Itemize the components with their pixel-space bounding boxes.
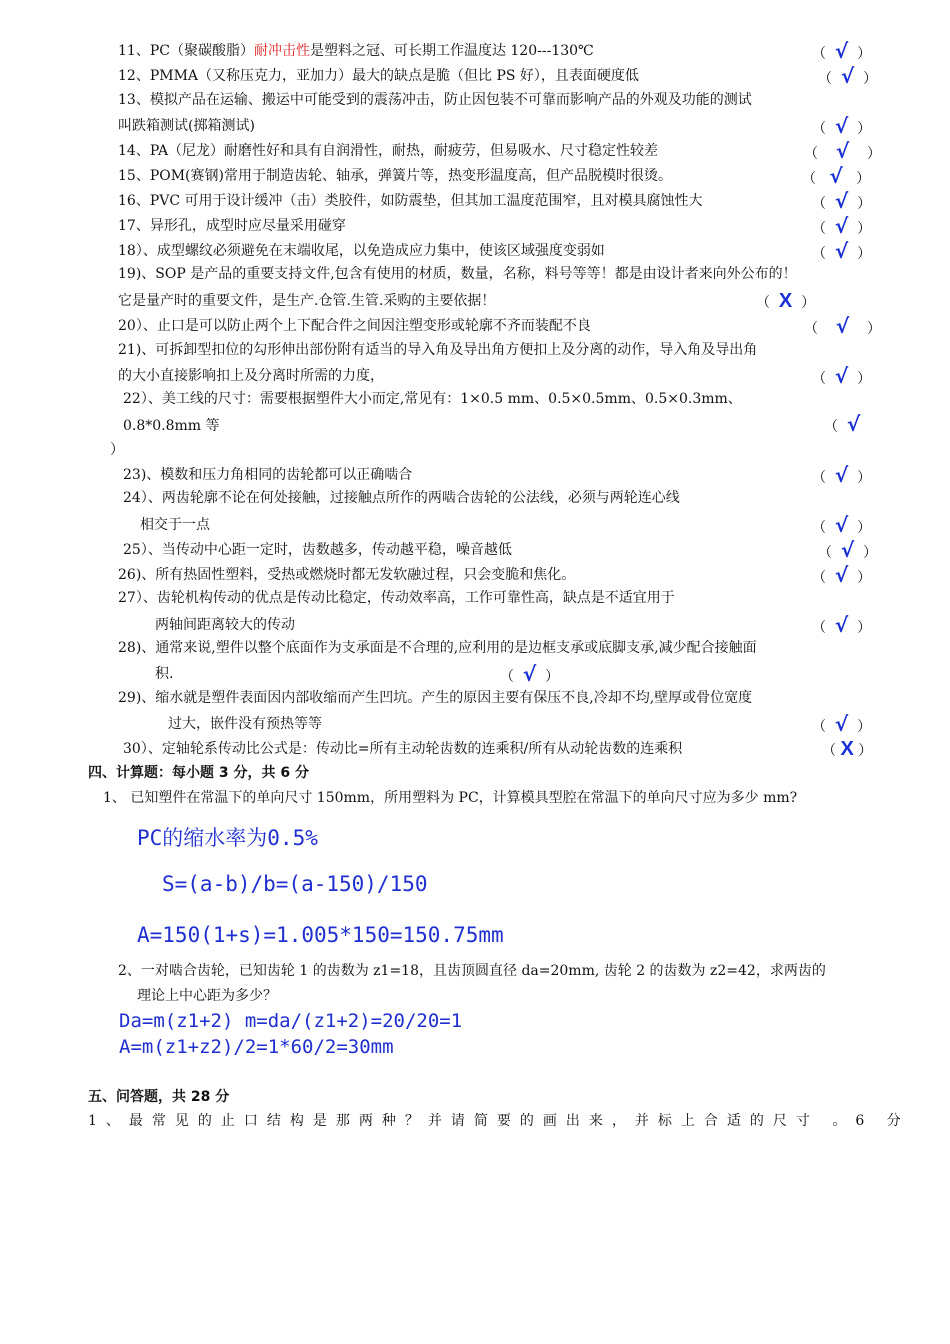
judgement-line-q28a: [118, 639, 757, 657]
bracket-gap: [848, 196, 857, 212]
section-five-heading: 五、问答题，共 28 分: [88, 1089, 230, 1105]
bracket-close: ）: [857, 196, 872, 212]
bracket-close: ）: [866, 146, 881, 162]
bracket-gap: [848, 570, 857, 586]
answer-mark: [812, 463, 872, 487]
judgement-line-q11: [118, 42, 594, 60]
answer-mark: [812, 613, 872, 637]
judgement-line-q27a: [118, 589, 675, 607]
answer-mark: [812, 364, 872, 388]
judgement-line-q12: [118, 67, 639, 85]
judgement-line-q22a: [123, 390, 742, 408]
bracket-open: （: [804, 321, 818, 337]
answer-mark: [822, 740, 872, 760]
answer-mark: [804, 139, 881, 163]
judgement-text: 它是量产时的重要文件，是生产.仓管.生管.采购的主要依据！: [118, 293, 496, 309]
judgement-line-q19b: [118, 292, 495, 310]
bracket-close: ）: [857, 520, 872, 536]
judgement-text: 相交于一点: [140, 517, 210, 533]
bracket-gap: [536, 669, 545, 685]
judgement-text: 28)、通常来说,塑件以整个底面作为支承面是不合理的,应利用的是边框支承或底脚支承,减少配合接触面: [118, 640, 757, 656]
bracket-open: （: [812, 371, 826, 387]
bracket-gap: [826, 620, 835, 636]
judgement-line-q13a: [118, 91, 752, 109]
checkmark-icon: √: [834, 114, 849, 138]
judgement-line-q16: [118, 192, 703, 210]
judgement-line-q14: [118, 142, 658, 160]
bracket-gap: [514, 669, 523, 685]
judgement-text: 13、模拟产品在运输、搬运中可能受到的震荡冲击，防止因包装不可靠而影响产品的外观及功能的测试: [118, 92, 752, 108]
bracket-close: ）: [863, 71, 878, 87]
bracket-gap: [792, 295, 801, 311]
bracket-gap: [848, 520, 857, 536]
judgement-line-q25: [123, 541, 512, 559]
bracket-open: （: [812, 46, 826, 62]
bracket-gap: [849, 146, 867, 162]
judgement-text: 0.8*0.8mm 等: [123, 418, 220, 434]
bracket-gap: [826, 246, 835, 262]
bracket-open: （: [804, 146, 818, 162]
bracket-open: （: [812, 470, 826, 486]
bracket-gap: [848, 46, 857, 62]
judgement-text: 19)、SOP 是产品的重要支持文件,包含有使用的材质，数量，名称，料号等等！都是由设计者来向外公布的！: [118, 266, 797, 282]
calc-question-1: 1、 已知塑件在常温下的单向尺寸 150mm，所用塑料为 PC，计算模具型腔在常温下的单向尺寸应为多少 mm?: [103, 790, 798, 806]
checkmark-icon: √: [840, 64, 855, 88]
bracket-close: ）: [858, 743, 873, 759]
bracket-close: ）: [801, 295, 816, 311]
bracket-gap: [826, 196, 835, 212]
judgement-text-tail: 是塑料之冠、可长期工作温度达 120---130℃: [309, 43, 594, 59]
bracket-close: ）: [866, 321, 881, 337]
bracket-open: （: [812, 196, 826, 212]
bracket-close: ）: [857, 570, 872, 586]
answer-mark: [756, 292, 815, 312]
section-four-heading: 四、计算题：每小题 3 分，共 6 分: [88, 765, 309, 781]
judgement-text: ）: [110, 442, 124, 458]
judgement-line-q26: [118, 566, 575, 584]
judgement-line-q21a: [118, 341, 757, 359]
judgement-text: 27）、齿轮机构传动的优点是传动比稳定，传动效率高，工作可靠性高，缺点是不适宜用于: [118, 590, 675, 606]
bracket-gap: [816, 171, 829, 187]
judgement-line-q27b: [155, 616, 295, 634]
answer-mark: [818, 538, 878, 562]
bracket-close: ）: [857, 121, 872, 137]
judgement-text: 12、PMMA（又称压克力，亚加力）最大的缺点是脆（但比 PS 好），且表面硬度低: [118, 68, 639, 84]
judgement-line-q13b: [118, 117, 255, 135]
answer-mark: [812, 513, 872, 537]
bracket-open: （: [812, 719, 826, 735]
answer-mark: [804, 314, 881, 338]
bracket-gap: [848, 719, 857, 735]
bracket-open: （: [812, 620, 826, 636]
bracket-gap: [848, 246, 857, 262]
bracket-gap: [826, 121, 835, 137]
judgement-line-q21b: [118, 367, 384, 385]
answer-mark: [818, 64, 878, 88]
judgement-text: 30）、定轴轮系传动比公式是：传动比=所有主动轮齿数的连乘积/所有从动轮齿数的连乘积: [123, 741, 683, 757]
judgement-line-q22b: [123, 417, 220, 435]
calc-answer-1-line-3: A=150(1+s)=1.005*150=150.75mm: [137, 923, 504, 947]
judgement-line-q20: [118, 317, 591, 335]
bracket-gap: [848, 121, 857, 137]
bracket-gap: [826, 719, 835, 735]
bracket-close: ）: [863, 545, 878, 561]
checkmark-icon: √: [846, 412, 861, 436]
judgement-line-q15: [118, 167, 672, 185]
answer-mark: [812, 189, 872, 213]
checkmark-icon: √: [834, 463, 849, 487]
judgement-line-q28b: [155, 665, 173, 683]
bracket-close: ）: [857, 470, 872, 486]
judgement-text: 18）、成型螺纹必须避免在末端收尾，以免造成应力集中，使该区域强度变弱如: [118, 243, 605, 259]
bracket-gap: [849, 321, 867, 337]
bracket-open: （: [822, 743, 836, 759]
bracket-gap: [854, 545, 863, 561]
checkmark-icon: √: [834, 563, 849, 587]
judgement-text: 16、PVC 可用于设计缓冲（击）类胶件，如防震垫，但其加工温度范围窄，且对模具腐蚀性大: [118, 193, 703, 209]
checkmark-icon: √: [834, 513, 849, 537]
judgement-text: 过大，嵌件没有预热等等: [168, 716, 322, 732]
bracket-open: （: [812, 246, 826, 262]
qa-question-1: 1、最常见的止口结构是那两种？并请简要的画出来，并标上合适的尺寸 。6 分: [88, 1113, 910, 1129]
bracket-close: ）: [857, 719, 872, 735]
bracket-gap: [826, 46, 835, 62]
bracket-gap: [848, 371, 857, 387]
checkmark-icon: √: [835, 139, 850, 163]
judgement-line-q30: [123, 740, 682, 758]
cross-icon: X: [778, 290, 793, 312]
bracket-close: ）: [857, 620, 872, 636]
checkmark-icon: √: [834, 214, 849, 238]
bracket-open: （: [500, 669, 514, 685]
judgement-text: 20）、止口是可以防止两个上下配合件之间因注塑变形或轮廓不齐而装配不良: [118, 318, 591, 334]
bracket-gap: [826, 371, 835, 387]
judgement-line-q17: [118, 217, 346, 235]
bracket-open: （: [812, 520, 826, 536]
bracket-close: ）: [857, 246, 872, 262]
checkmark-icon: √: [835, 314, 850, 338]
calc-answer-2-line-2: A=m(z1+z2)/2=1*60/2=30mm: [119, 1036, 394, 1058]
judgement-text: 的大小直接影响扣上及分离时所需的力度，: [118, 368, 384, 384]
judgement-line-q29a: [118, 689, 752, 707]
bracket-open: （: [812, 570, 826, 586]
judgement-text: 21)、可拆卸型扣位的勾形伸出部份附有适当的导入角及导出角方便扣上及分离的动作，导入角及导出角: [118, 342, 758, 358]
bracket-close: ）: [857, 371, 872, 387]
judgement-line-q24a: [123, 489, 680, 507]
bracket-gap: [838, 419, 847, 435]
highlight-term: 耐冲击性: [253, 43, 310, 59]
bracket-close: ）: [545, 669, 560, 685]
answer-mark: [812, 239, 872, 263]
judgement-line-q18: [118, 242, 605, 260]
calc-answer-2-line-1: Da=m(z1+2) m=da/(z1+2)=20/20=1: [119, 1010, 463, 1032]
answer-mark: [812, 114, 872, 138]
checkmark-icon: √: [840, 538, 855, 562]
judgement-text: 15、POM(赛钢)常用于制造齿轮、轴承，弹簧片等，热变形温度高，但产品脱模时很烫。: [118, 168, 672, 184]
bracket-open: （: [824, 419, 838, 435]
judgement-text: 11、PC（聚碳酸脂）: [118, 43, 254, 59]
bracket-gap: [770, 295, 779, 311]
judgement-line-q24b: [140, 516, 210, 534]
bracket-gap: [832, 71, 841, 87]
bracket-gap: [854, 71, 863, 87]
judgement-line-q23: [123, 466, 412, 484]
bracket-gap: [818, 146, 836, 162]
checkmark-icon: √: [834, 189, 849, 213]
bracket-close: ）: [857, 46, 872, 62]
judgement-line-q29b: [168, 715, 322, 733]
calc-answer-1-line-2: S=(a-b)/b=(a-150)/150: [162, 872, 428, 896]
calc-question-2-line-1: 2、一对啮合齿轮，已知齿轮 1 的齿数为 z1=18，且齿顶圆直径 da=20mm, 齿轮 2 的齿数为 z2=42，求两齿的: [118, 963, 826, 979]
bracket-open: （: [756, 295, 770, 311]
judgement-text: 两轴间距离较大的传动: [155, 617, 295, 633]
judgement-text: 17、异形孔，成型时应尽量采用碰穿: [118, 218, 346, 234]
bracket-gap: [832, 545, 841, 561]
bracket-open: （: [818, 71, 832, 87]
bracket-gap: [843, 171, 856, 187]
checkmark-icon: √: [522, 662, 537, 686]
judgement-text: 26)、所有热固性塑料，受热或燃烧时都无发软融过程，只会变脆和焦化。: [118, 567, 576, 583]
checkmark-icon: √: [834, 613, 849, 637]
bracket-gap: [826, 221, 835, 237]
judgement-text: 积.: [155, 666, 174, 682]
judgement-line-q22c: [110, 441, 124, 459]
bracket-open: （: [818, 545, 832, 561]
checkmark-icon: √: [834, 239, 849, 263]
bracket-gap: [826, 470, 835, 486]
bracket-gap: [848, 221, 857, 237]
checkmark-icon: √: [834, 364, 849, 388]
bracket-gap: [848, 620, 857, 636]
judgement-text: 叫跌箱测试(掷箱测试): [118, 118, 255, 134]
checkmark-icon: √: [834, 39, 849, 63]
calc-question-2-line-2: 理论上中心距为多少？: [137, 988, 277, 1004]
answer-mark: [500, 662, 560, 686]
answer-mark: [812, 563, 872, 587]
checkmark-icon: √: [834, 712, 849, 736]
judgement-text: 22）、美工线的尺寸：需要根据塑件大小而定,常见有：1×0.5 mm、0.5×0.5mm、0.5×0.3mm、: [123, 391, 742, 407]
answer-mark: [812, 39, 872, 63]
judgement-text: 24）、两齿轮廓不论在何处接触，过接触点所作的两啮合齿轮的公法线，必须与两轮连心线: [123, 490, 680, 506]
bracket-open: （: [802, 171, 816, 187]
bracket-gap: [818, 321, 836, 337]
answer-mark: [812, 712, 872, 736]
checkmark-icon: √: [829, 164, 843, 188]
judgement-text: 23)、模数和压力角相同的齿轮都可以正确啮合: [123, 467, 413, 483]
bracket-gap: [826, 520, 835, 536]
judgement-text: 14、PA（尼龙）耐磨性好和具有自润滑性，耐热，耐疲劳，但易吸水、尺寸稳定性较差: [118, 143, 659, 159]
bracket-open: （: [812, 121, 826, 137]
judgement-line-q19a: [118, 265, 797, 283]
calc-answer-1-line-1: PC的缩水率为0.5%: [137, 826, 318, 850]
cross-icon: X: [840, 738, 854, 760]
answer-mark: [824, 412, 869, 436]
answer-mark: [812, 214, 872, 238]
bracket-close: ）: [857, 221, 872, 237]
judgement-text: 25）、当传动中心距一定时，齿数越多，传动越平稳，噪音越低: [123, 542, 512, 558]
answer-mark: [802, 164, 871, 188]
bracket-open: （: [812, 221, 826, 237]
bracket-gap: [826, 570, 835, 586]
bracket-close: ）: [856, 171, 871, 187]
judgement-text: 29)、缩水就是塑件表面因内部收缩而产生凹坑。产生的原因主要有保压不良,冷却不均,壁厚或骨位宽度: [118, 690, 753, 706]
bracket-gap: [848, 470, 857, 486]
bracket-gap: [860, 419, 869, 435]
